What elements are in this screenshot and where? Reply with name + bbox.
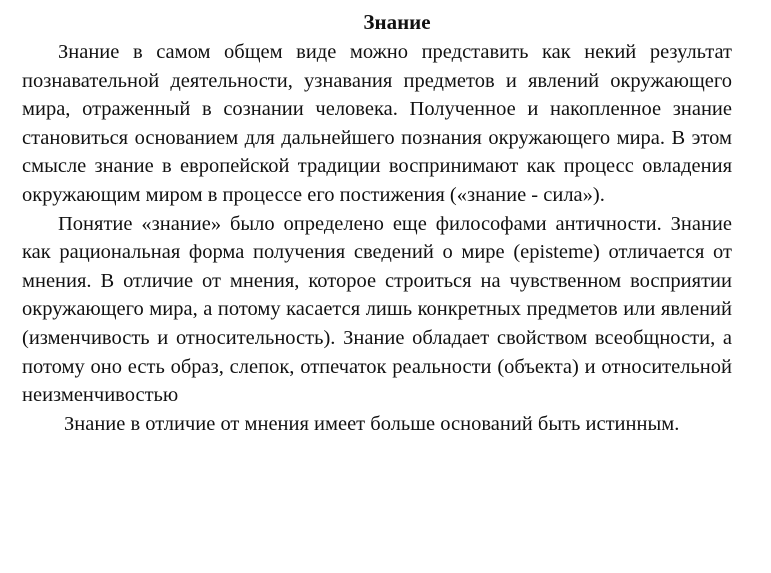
document-title: Знание (363, 10, 431, 34)
paragraph-3: Знание в отличие от мнения имеет больше оснований быть истинным. (64, 412, 680, 435)
document-page (22, 8, 732, 438)
paragraph-1: Знание в самом общем виде можно представить как некий результат познавательной деятельности, узнавания предметов и явлений окружающего мира, отраженный в сознании человека. Полученное и накопленное знание становиться основанием для дальнейшего познания окружающего мира. В этом смысле знание в европейской традиции воспринимают как процесс овладения окружающим миром в процессе его постижения («знание - сила»). (22, 41, 732, 206)
paragraph-2: Понятие «знание» было определено еще философами античности. Знание как рациональная форма получения сведений о мире (episteme) отличается от мнения. В отличие от мнения, которое строиться на чувственном восприятии окружающего мира, а потому касается лишь конкретных предметов или явлений (изменчивость и относительность). Знание обладает свойством всеобщности, а потому оно есть образ, слепок, отпечаток реальности (объекта) и относительной неизменчивостью (22, 212, 732, 407)
